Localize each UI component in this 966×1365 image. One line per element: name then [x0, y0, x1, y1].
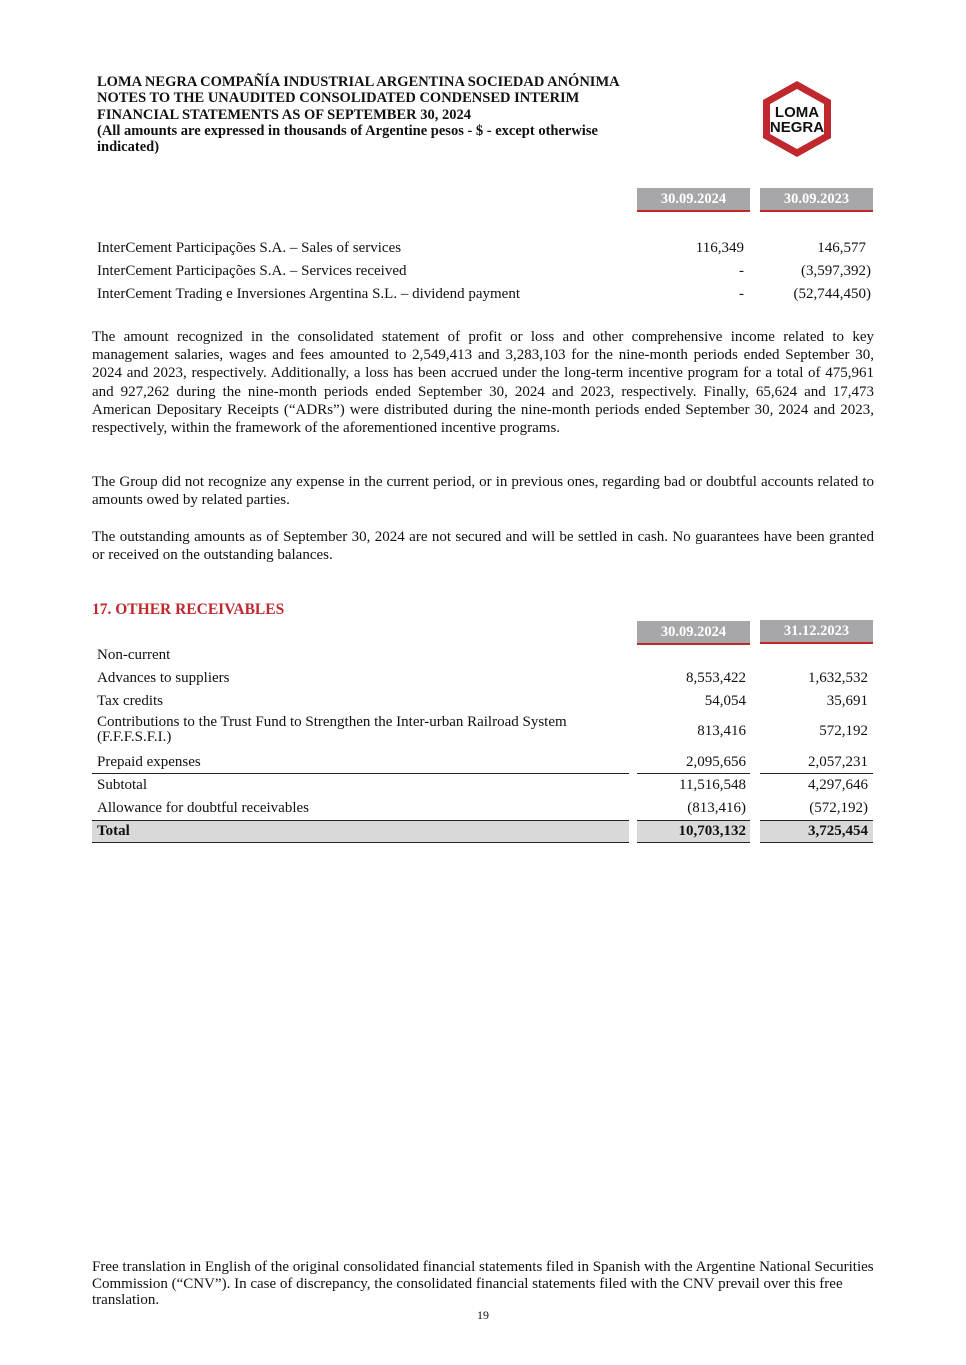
related-row-value-2024: 116,349: [695, 240, 744, 256]
allowance-value-2024: (813,416): [687, 800, 746, 816]
logo-text-loma: LOMA: [774, 104, 820, 121]
receivables-row-label: Prepaid expenses: [97, 754, 201, 770]
paragraph-bad-debts: The Group did not recognize any expense in the current period, or in previous ones, regarding bad or doubtful accounts related to amounts owed by related parties.: [92, 474, 874, 509]
related-row-value-2023: (52,744,450): [793, 286, 871, 302]
section-title-other-receivables: 17. OTHER RECEIVABLES: [92, 601, 285, 618]
page-number: 19: [477, 1308, 489, 1322]
logo-text-negra: NEGRA: [769, 119, 825, 136]
total-value-2024: 10,703,132: [678, 823, 746, 839]
footer-translation-note: Free translation in English of the original consolidated financial statements filed in Spanish with the Argentine National Securities Commission (“CNV”). In case of discrepancy, the consolidated financial statements filed with the CNV prevail over this free translation.: [92, 1259, 874, 1308]
receivables-row-label-line: Contributions to the Trust Fund to Strengthen the Inter-urban Railroad System: [97, 714, 567, 730]
receivables-value-2023: 2,057,231: [808, 754, 868, 770]
subtotal-rule: [637, 773, 750, 774]
total-label: Total: [97, 823, 130, 839]
related-row-value-2023: 146,577: [817, 240, 866, 256]
receivables-row-label: [97, 715, 567, 745]
total-rule-bottom: [760, 842, 873, 843]
receivables-value-2024: 8,553,422: [686, 670, 746, 686]
receivables-col-2024: 30.09.2024: [637, 621, 750, 645]
total-row-bg: [92, 820, 629, 842]
allowance-label: Allowance for doubtful receivables: [97, 800, 309, 816]
subheading-non-current: Non-current: [97, 647, 171, 663]
related-row-value-2024: -: [739, 263, 744, 279]
total-rule-bottom: [92, 842, 629, 843]
document-header: [97, 74, 697, 155]
loma-negra-logo: [757, 79, 837, 159]
header-line: indicated): [97, 139, 160, 156]
receivables-value-2024: 813,416: [697, 723, 746, 739]
total-rule-top: [760, 820, 873, 821]
subtotal-rule: [760, 773, 873, 774]
receivables-value-2023: 1,632,532: [808, 670, 868, 686]
total-rule-top: [637, 820, 750, 821]
related-row-value-2023: (3,597,392): [801, 263, 871, 279]
subtotal-value-2023: 4,297,646: [808, 777, 868, 793]
receivables-value-2024: 2,095,656: [686, 754, 746, 770]
related-col-2023: 30.09.2023: [760, 188, 873, 212]
subtotal-label: Subtotal: [97, 777, 148, 793]
receivables-value-2024: 54,054: [704, 693, 746, 709]
related-row-label: InterCement Trading e Inversiones Argentina S.L. – dividend payment: [97, 286, 520, 302]
receivables-value-2023: 572,192: [819, 723, 868, 739]
header-line: NOTES TO THE UNAUDITED CONSOLIDATED CONDENSED INTERIM: [97, 90, 580, 107]
header-line: FINANCIAL STATEMENTS AS OF SEPTEMBER 30, 2024: [97, 106, 471, 123]
receivables-col-2023: 31.12.2023: [760, 620, 873, 644]
header-line: (All amounts are expressed in thousands of Argentine pesos - $ - except otherwise: [97, 122, 598, 139]
related-row-value-2024: -: [739, 286, 744, 302]
subtotal-value-2024: 11,516,548: [679, 777, 746, 793]
total-rule-top: [92, 820, 629, 821]
total-rule-bottom: [637, 842, 750, 843]
receivables-row-label: Tax credits: [97, 693, 164, 709]
receivables-row-label: Advances to suppliers: [97, 670, 230, 686]
related-col-2024: 30.09.2024: [637, 188, 750, 212]
paragraph-key-management: The amount recognized in the consolidated statement of profit or loss and other comprehensive income related to key management salaries, wages and fees amounted to 2,549,413 and 3,283,103 for the nine-month periods ended September 30, 2024 and 2023, respectively. Additionally, a loss has been accrued under the long-term incentive program for a total of 475,961 and 927,262 during the nine-month periods ended September 30, 2024 and 2023, respectively. Finally, 65,624 and 17,473 American Depositary Receipts (“ADRs”) were distributed during the nine-month periods ended September 30, 2024 and 2023, respectively, within the framework of the aforementioned incentive programs.: [92, 329, 874, 437]
header-line: LOMA NEGRA COMPAÑÍA INDUSTRIAL ARGENTINA SOCIEDAD ANÓNIMA: [97, 74, 620, 90]
receivables-value-2023: 35,691: [826, 693, 868, 709]
related-row-label: InterCement Participações S.A. – Sales of services: [97, 240, 402, 256]
allowance-value-2023: (572,192): [809, 800, 868, 816]
receivables-row-label-line: (F.F.F.S.F.I.): [97, 729, 172, 745]
related-row-label: InterCement Participações S.A. – Services received: [97, 263, 407, 279]
paragraph-outstanding-amounts: The outstanding amounts as of September 30, 2024 are not secured and will be settled in cash. No guarantees have been granted or received on the outstanding balances.: [92, 529, 874, 564]
total-value-2023: 3,725,454: [808, 823, 868, 839]
subtotal-rule: [92, 773, 629, 774]
